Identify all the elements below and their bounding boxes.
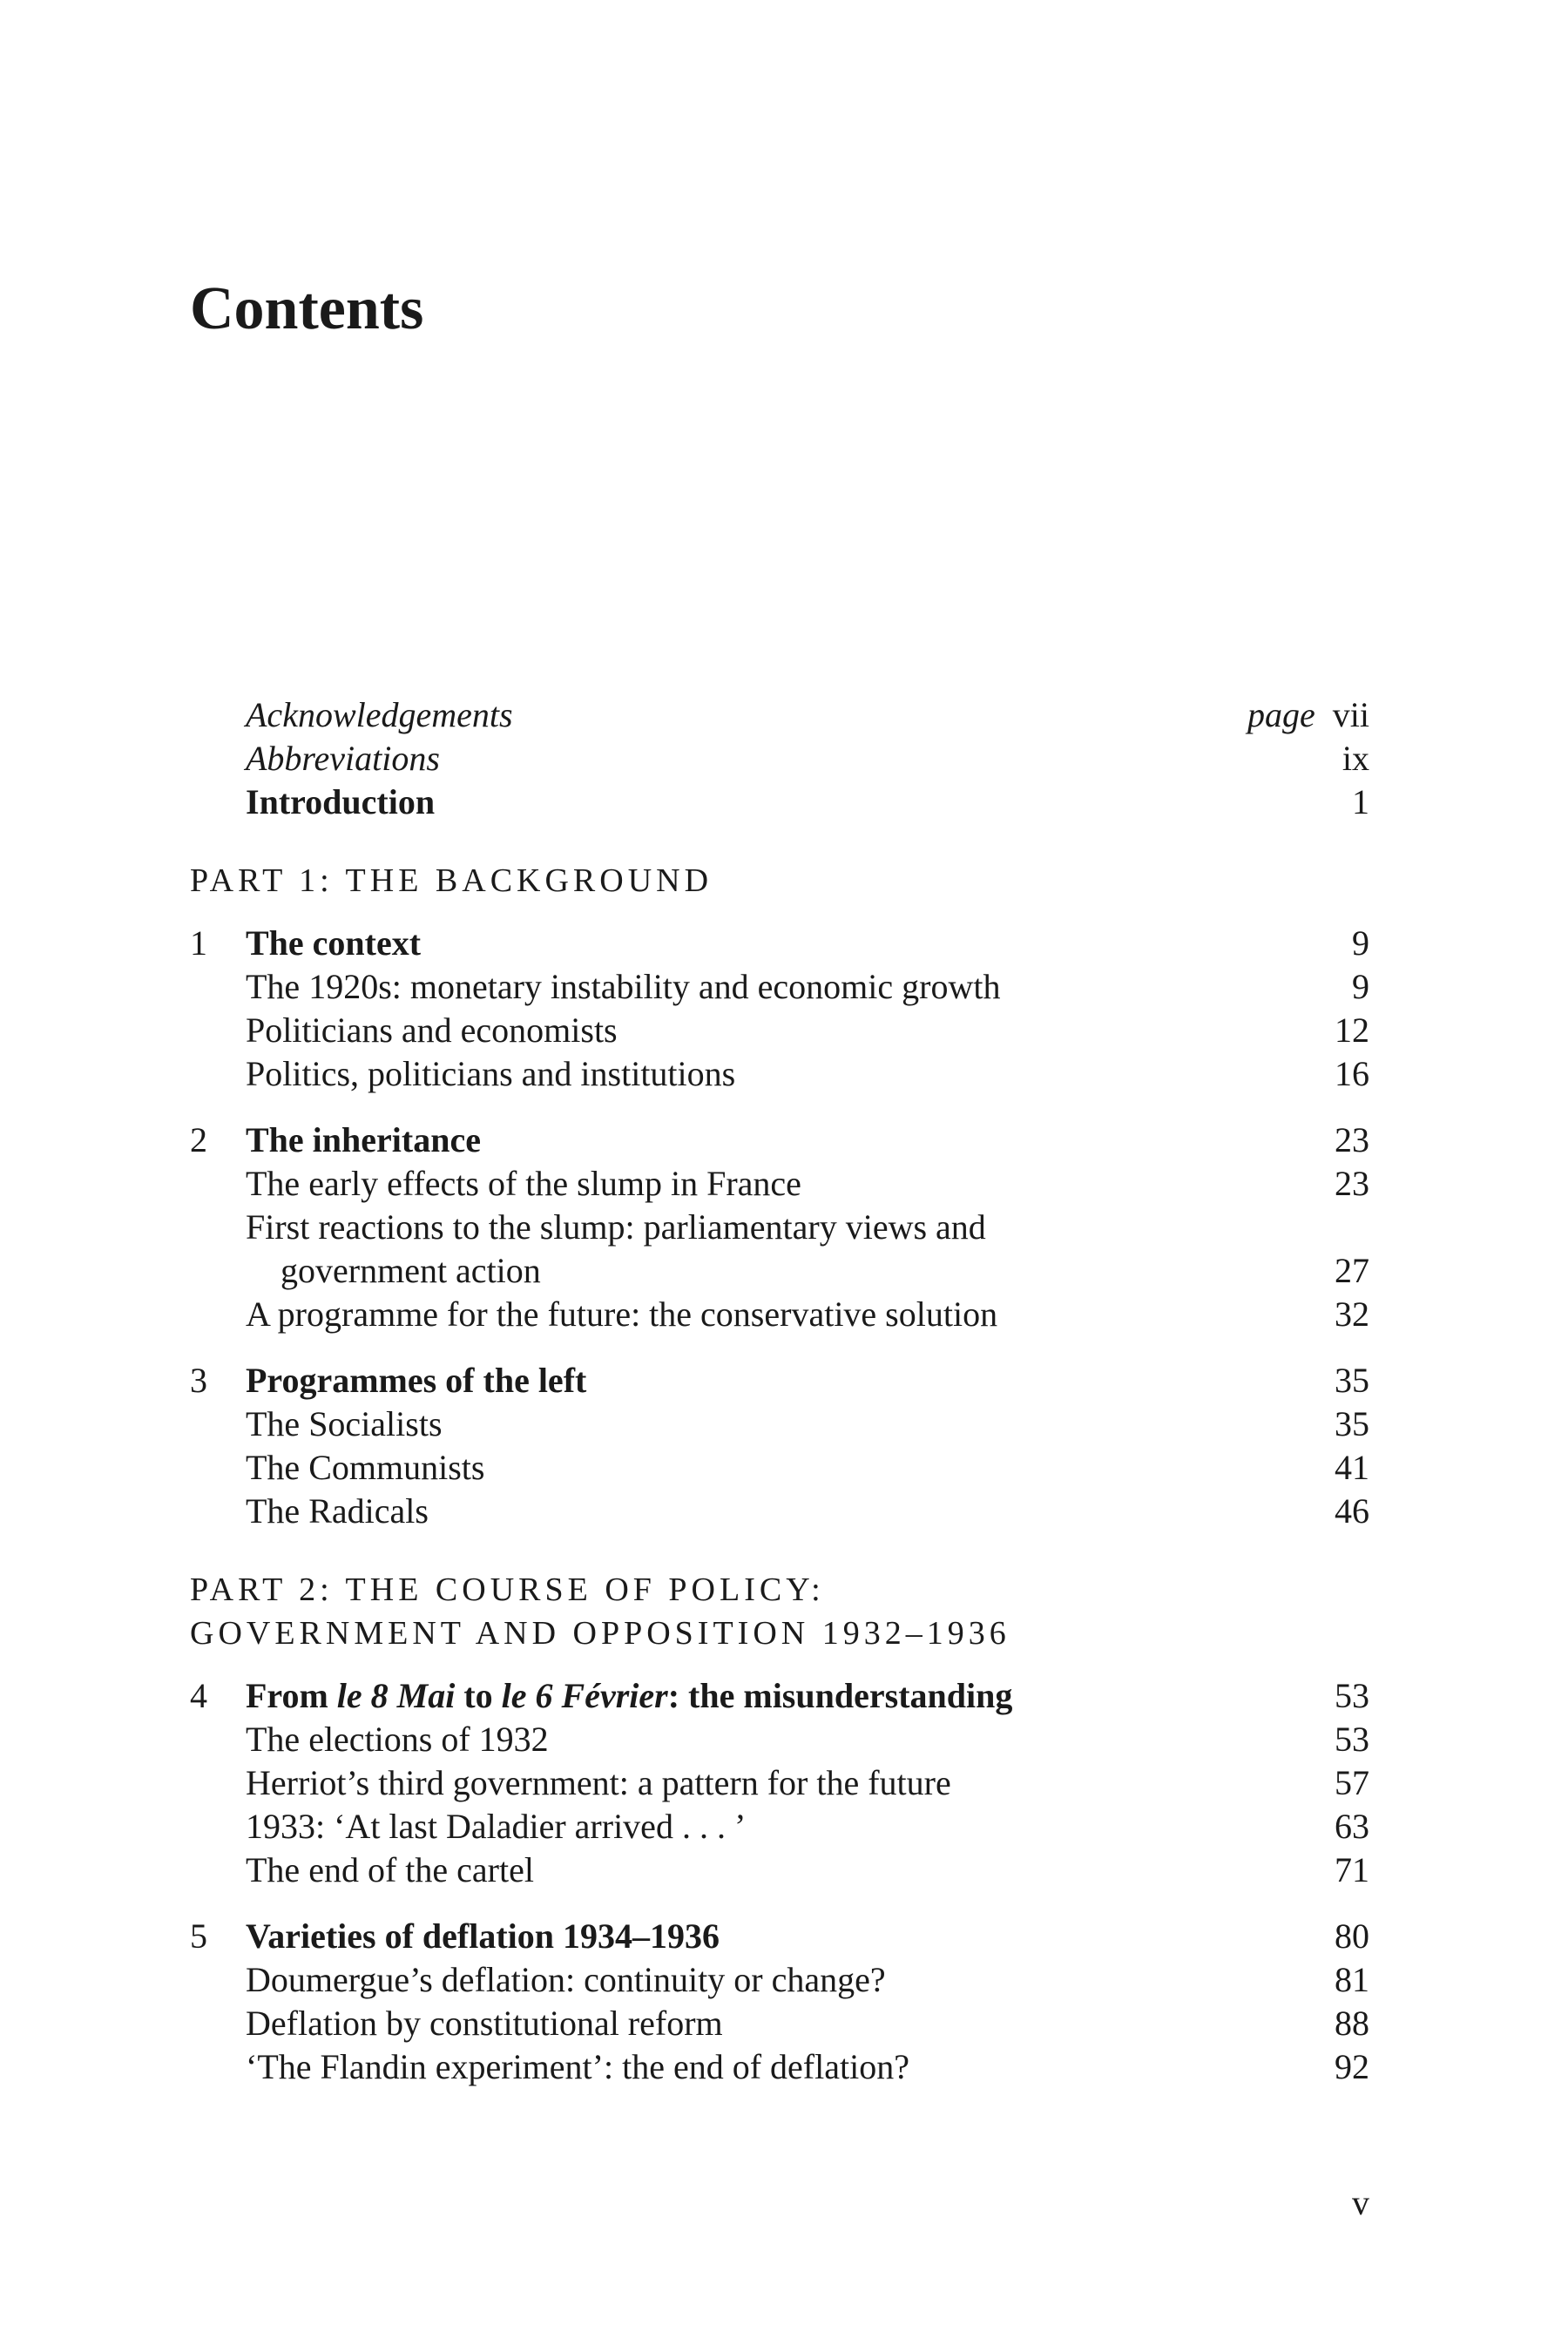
- chapter-title: Programmes of the left: [246, 1361, 587, 1400]
- chapter-heading[interactable]: [190, 1359, 1369, 1402]
- toc-entry-abbreviations[interactable]: [190, 737, 1369, 781]
- part-heading-line-2: GOVERNMENT AND OPPOSITION 1932–1936: [190, 1615, 1010, 1652]
- part-2-heading-block: [190, 1568, 1369, 1655]
- section-entry-continuation[interactable]: [190, 1249, 1369, 1293]
- table-of-contents: [190, 693, 1369, 2089]
- entry-page: 88: [1335, 2004, 1369, 2043]
- section-title: Herriot’s third government: a pattern for the future: [246, 1763, 951, 1802]
- entry-page: 35: [1335, 1361, 1369, 1400]
- section-entry[interactable]: [190, 1848, 1369, 1892]
- section-title: The elections of 1932: [246, 1720, 549, 1759]
- entry-page: 16: [1335, 1054, 1369, 1093]
- section-title: The Socialists: [246, 1404, 443, 1443]
- chapter-4: [190, 1674, 1369, 1892]
- chapter-number: 2: [190, 1120, 207, 1159]
- chapter-1: [190, 922, 1369, 1096]
- section-entry[interactable]: [190, 1052, 1369, 1096]
- entry-title: Introduction: [246, 782, 436, 821]
- section-entry[interactable]: [190, 2002, 1369, 2045]
- section-title: The end of the cartel: [246, 1850, 534, 1889]
- toc-entry-introduction[interactable]: [190, 781, 1369, 824]
- chapter-3: [190, 1359, 1369, 1533]
- chapter-title: From le 8 Mai to le 6 Février: the misunderstanding: [246, 1676, 1013, 1715]
- entry-page: 92: [1335, 2047, 1369, 2086]
- entry-page: 35: [1335, 1404, 1369, 1443]
- section-entry[interactable]: [190, 1162, 1369, 1206]
- entry-page: 80: [1335, 1916, 1369, 1956]
- chapter-title: The context: [246, 923, 422, 963]
- page-title: Contents: [190, 275, 424, 342]
- entry-page: 57: [1335, 1763, 1369, 1802]
- chapter-heading[interactable]: [190, 922, 1369, 965]
- page-label: page: [1247, 695, 1315, 734]
- section-title: First reactions to the slump: parliamentary views and: [246, 1207, 986, 1247]
- section-entry[interactable]: [190, 1293, 1369, 1336]
- section-title: 1933: ‘At last Daladier arrived . . . ’: [246, 1807, 747, 1846]
- section-entry[interactable]: [190, 1446, 1369, 1490]
- entry-page: 81: [1335, 1960, 1369, 1999]
- chapter-number: 4: [190, 1676, 207, 1715]
- toc-entry-acknowledgements[interactable]: [190, 693, 1369, 737]
- section-entry[interactable]: [190, 1805, 1369, 1848]
- chapter-title: Varieties of deflation 1934–1936: [246, 1916, 720, 1956]
- section-entry[interactable]: [190, 2045, 1369, 2089]
- entry-page: 12: [1335, 1010, 1369, 1050]
- section-entry[interactable]: [190, 1206, 1369, 1249]
- entry-title: Acknowledgements: [246, 695, 513, 734]
- chapter-2: [190, 1119, 1369, 1336]
- section-title: The Communists: [246, 1448, 485, 1487]
- section-title: The Radicals: [246, 1491, 429, 1531]
- chapter-number: 1: [190, 923, 207, 963]
- section-title: Politics, politicians and institutions: [246, 1054, 736, 1093]
- part-heading-line-1: PART 2: THE COURSE OF POLICY:: [190, 1571, 825, 1608]
- chapter-title: The inheritance: [246, 1120, 481, 1159]
- entry-title: Abbreviations: [246, 739, 440, 778]
- section-entry[interactable]: [190, 1490, 1369, 1533]
- entry-page: 9: [1352, 923, 1369, 963]
- entry-page: 41: [1335, 1448, 1369, 1487]
- section-title-continuation: government action: [280, 1251, 541, 1290]
- part-heading: PART 1: THE BACKGROUND: [190, 862, 713, 899]
- entry-page: 71: [1335, 1850, 1369, 1889]
- section-entry[interactable]: [190, 1402, 1369, 1446]
- entry-page: 27: [1335, 1251, 1369, 1290]
- entry-page: 1: [1352, 782, 1369, 821]
- section-entry[interactable]: [190, 1761, 1369, 1805]
- entry-page: 23: [1335, 1164, 1369, 1203]
- chapter-5: [190, 1915, 1369, 2089]
- chapter-number: 5: [190, 1916, 207, 1956]
- entry-page: 9: [1352, 967, 1369, 1006]
- entry-page: 63: [1335, 1807, 1369, 1846]
- entry-page: 46: [1335, 1491, 1369, 1531]
- part-1-heading-block: [190, 859, 1369, 902]
- section-title: Politicians and economists: [246, 1010, 618, 1050]
- section-title: The 1920s: monetary instability and economic growth: [246, 967, 1001, 1006]
- section-entry[interactable]: [190, 1958, 1369, 2002]
- entry-page: ix: [1342, 739, 1369, 778]
- chapter-number: 3: [190, 1361, 207, 1400]
- entry-page: page vii: [1247, 695, 1369, 734]
- page-number: v: [1352, 2183, 1369, 2222]
- chapter-heading[interactable]: [190, 1674, 1369, 1718]
- entry-page: 32: [1335, 1294, 1369, 1334]
- entry-page: 23: [1335, 1120, 1369, 1159]
- section-title: ‘The Flandin experiment’: the end of deflation?: [246, 2047, 909, 2086]
- chapter-heading[interactable]: [190, 1915, 1369, 1958]
- section-title: A programme for the future: the conservative solution: [246, 1294, 998, 1334]
- section-entry[interactable]: [190, 965, 1369, 1009]
- section-entry[interactable]: [190, 1009, 1369, 1052]
- entry-page: 53: [1335, 1720, 1369, 1759]
- section-title: The early effects of the slump in France: [246, 1164, 801, 1203]
- section-title: Deflation by constitutional reform: [246, 2004, 723, 2043]
- section-title: Doumergue’s deflation: continuity or change?: [246, 1960, 886, 1999]
- chapter-heading[interactable]: [190, 1119, 1369, 1162]
- section-entry[interactable]: [190, 1718, 1369, 1761]
- entry-page: 53: [1335, 1676, 1369, 1715]
